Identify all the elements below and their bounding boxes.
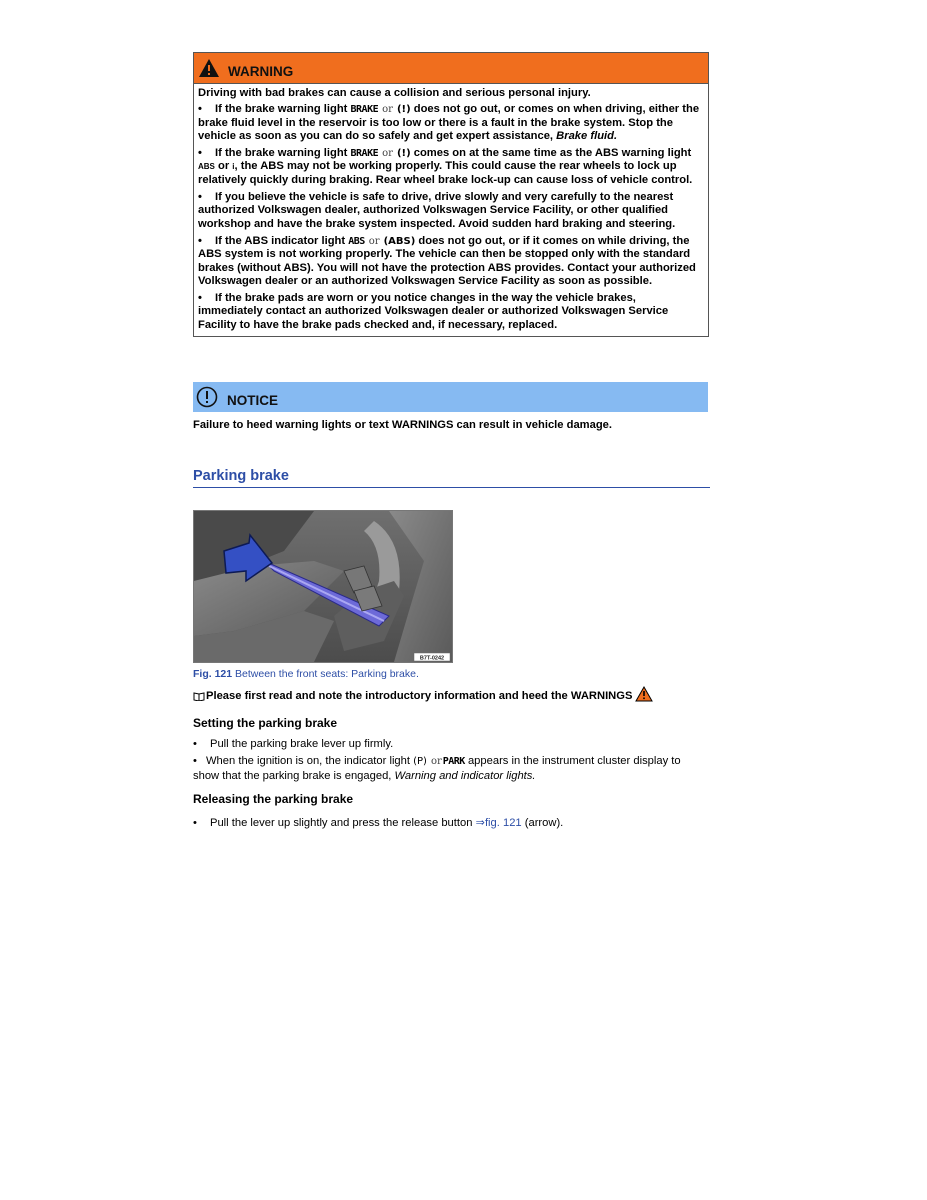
notice-exclamation-icon (195, 385, 219, 409)
parking-brake-figure (193, 510, 453, 663)
brake-fluid-ref: Brake fluid. (556, 129, 618, 142)
notice-header (193, 382, 708, 412)
warning-item: • If you believe the vehicle is safe to drive, drive slowly and very carefully to the nearest authorized Volkswagen dealer, authorized Volkswagen Service Facility, or other qualified workshop and have the brake system inspected. Avoid sudden hard braking and steering. (198, 191, 676, 230)
warning-header (194, 53, 708, 84)
warning-box (193, 52, 709, 337)
warning-triangle-icon (635, 686, 653, 702)
warning-item: • If the brake warning light BRAKE or (!) does not go out, or comes on when driving, either the brake fluid level in the reservoir is too low or there is a fault in the brake system. Stop the vehicle as soon as you can do so safely and get expert assistance, Brake fluid. (198, 103, 700, 142)
warning-body (194, 84, 708, 336)
park-circle-icon: (P) (413, 756, 427, 767)
warning-title: WARNING (228, 63, 294, 79)
abs-circle-icon: (ABS) (383, 235, 416, 247)
figure-link[interactable]: ⇒fig. 121 (475, 817, 522, 829)
park-symbol: PARK (442, 756, 465, 767)
notice-title: NOTICE (227, 393, 279, 408)
releasing-title: Releasing the parking brake (193, 792, 354, 806)
read-note: Please first read and note the introductory information and heed the WARNINGS (193, 690, 653, 702)
abs-small-symbol: ABS (198, 162, 215, 172)
warning-item: • If the ABS indicator light ABS or (ABS) does not go out, or if it comes on while driving, the ABS system is not working properly. The vehicle can then be stopped only with the standard brakes (without ABS). You will not have the protection ABS provides. Contact your authorized Volkswagen dealer or an authorized Volkswagen Service Facility as soon as possible. (198, 234, 696, 287)
section-title: Parking brake (193, 468, 710, 488)
setting-title: Setting the parking brake (193, 716, 338, 730)
setting-item: • When the ignition is on, the indicator light (P) orPARK appears in the instrument cluster display to show that the parking brake is engaged, Warning and indicator lights. (193, 755, 681, 782)
releasing-item: • Pull the lever up slightly and press the release button ⇒fig. 121 (arrow). (193, 817, 564, 829)
brake-circle-icon: (!) (396, 104, 411, 116)
brake-symbol: BRAKE (350, 104, 379, 116)
notice-text: Failure to heed warning lights or text WARNINGS can result in vehicle damage. (193, 419, 612, 431)
warning-item: • If the brake warning light BRAKE or (!) comes on at the same time as the ABS warning light ABS or i, the ABS may not be working properly. This could cause the rear wheels to lock up relatively quickly during braking. Rear wheel brake lock-up can cause loss of vehicle control. (198, 147, 693, 186)
abs-symbol: ABS (348, 235, 365, 247)
setting-item: • Pull the parking brake lever up firmly. (193, 738, 394, 750)
book-icon (193, 691, 205, 701)
figure-code: B7T-0242 (419, 655, 445, 662)
figure-caption: Fig. 121 Between the front seats: Parking brake. (193, 668, 419, 680)
warning-item: • If the brake pads are worn or you notice changes in the way the vehicle brakes, immediately contact an authorized Volkswagen dealer or authorized Volkswagen Service Facility to have the brake pads checked and, if necessary, replaced. (198, 292, 669, 331)
warning-lights-ref: Warning and indicator lights. (394, 770, 536, 782)
warning-intro: Driving with bad brakes can cause a collision and serious personal injury. (198, 87, 591, 99)
warning-triangle-icon (198, 58, 220, 78)
parking-brake-illustration (194, 511, 452, 662)
